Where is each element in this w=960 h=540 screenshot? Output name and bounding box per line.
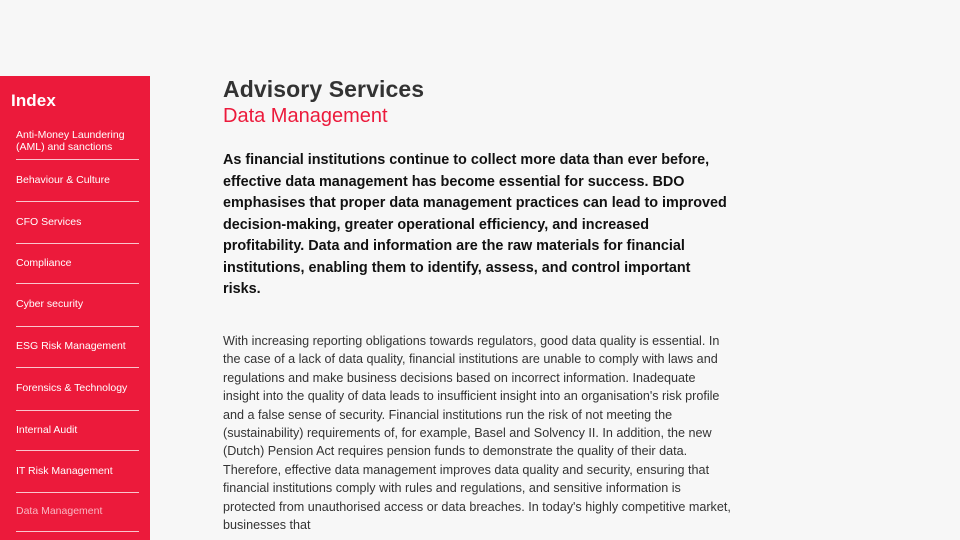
sidebar-item-label: Forensics & Technology — [16, 382, 128, 395]
sidebar-item-forensics-technology[interactable] — [16, 368, 139, 411]
sidebar-item-label: ESG Risk Management — [16, 340, 126, 353]
sidebar-index — [0, 76, 150, 540]
sidebar-item-label: Behaviour & Culture — [16, 173, 110, 186]
sidebar-item-data-management[interactable] — [16, 493, 139, 532]
sidebar-item-aml[interactable] — [16, 124, 139, 160]
intro-paragraph: As financial institutions continue to collect more data than ever before, effective data management has become essential for success. BDO emphasises that proper data management practices can lead to improved decision-making, greater operational efficiency, and increased profitability. Data and information are the raw materials for financial institutions, enabling them to identify, assess, and control important risks. — [223, 152, 727, 297]
sidebar-item-esg-risk-management[interactable] — [16, 327, 139, 368]
page-subtitle: Data Management — [223, 105, 388, 127]
sidebar-item-behaviour-culture[interactable] — [16, 160, 139, 202]
sidebar-item-label: Compliance — [16, 256, 72, 269]
sidebar-item-label: CFO Services — [16, 215, 82, 228]
sidebar-item-label: Anti-Money Laundering (AML) and sanctions — [16, 129, 125, 153]
sidebar-item-it-risk-management[interactable] — [16, 451, 139, 493]
sidebar-item-cyber-security[interactable] — [16, 284, 139, 327]
sidebar-title: Index — [11, 91, 56, 110]
sidebar-item-label: Internal Audit — [16, 423, 78, 436]
sidebar-item-compliance[interactable] — [16, 244, 139, 284]
sidebar-item-label: Cyber security — [16, 298, 84, 311]
page-title: Advisory Services — [223, 76, 425, 102]
body-paragraph: With increasing reporting obligations towards regulators, good data quality is essential. In the case of a lack of data quality, financial institutions are unable to comply with laws and regulations and make business decisions based on incorrect information. Inadequate insight into the quality of data leads to insufficient insight into an organisation's risk profile and a false sense of security. Financial institutions run the risk of not meeting the (sustainability) requirements of, for example, Basel and Solvency II. In addition, the new (Dutch) Pension Act requires pension funds to demonstrate the quality of their data. Therefore, effective data management improves data quality and security, ensuring that financial institutions comply with rules and regulations, and sensitive information is protected from unauthorised access or data breaches. In today's highly competitive market, businesses that — [223, 334, 731, 533]
sidebar-item-label: Data Management — [16, 505, 103, 518]
sidebar-item-internal-audit[interactable] — [16, 411, 139, 451]
sidebar-item-label: IT Risk Management — [16, 464, 113, 477]
sidebar-item-cfo-services[interactable] — [16, 202, 139, 244]
